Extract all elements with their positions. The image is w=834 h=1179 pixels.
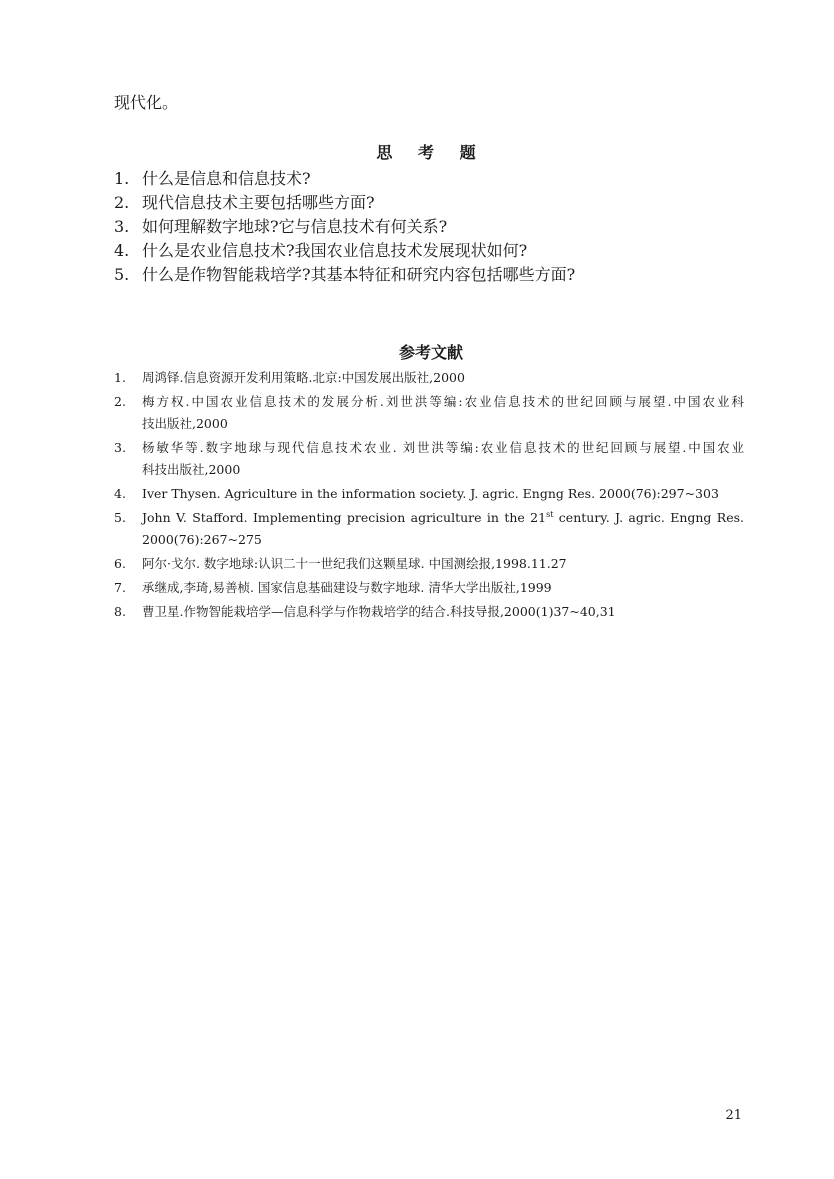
reference-item — [114, 437, 744, 481]
reference-text — [142, 507, 744, 551]
reference-text: 阿尔·戈尔. 数字地球:认识二十一世纪我们这颗星球. 中国测绘报,1998.11.27 — [142, 556, 567, 571]
references-list — [114, 367, 744, 625]
reference-text — [142, 391, 744, 435]
reference-line: 技出版社,2000 — [142, 416, 228, 431]
reference-line: 杨敏华等.数字地球与现代信息技术农业. 刘世洪等编:农业信息技术的世纪回顾与展望.中国农业 — [142, 440, 744, 455]
question-item — [114, 215, 575, 239]
question-text: 现代信息技术主要包括哪些方面? — [142, 193, 375, 212]
reference-item — [114, 507, 744, 551]
question-text: 什么是信息和信息技术? — [142, 169, 311, 188]
question-number: 3. — [114, 217, 130, 236]
reference-text — [142, 437, 744, 481]
question-item — [114, 263, 575, 287]
reference-line: 科技出版社,2000 — [142, 462, 241, 477]
question-number: 2. — [114, 193, 130, 212]
question-text: 如何理解数字地球?它与信息技术有何关系? — [142, 217, 448, 236]
ordinal-suffix: st — [546, 509, 554, 519]
reference-number: 4. — [114, 486, 126, 501]
reference-number: 7. — [114, 580, 126, 595]
reference-item — [114, 577, 744, 599]
reference-number: 3. — [114, 440, 126, 455]
reference-number: 6. — [114, 556, 126, 571]
questions-list — [114, 167, 575, 287]
reference-item — [114, 601, 744, 623]
reference-line: 2000(76):267~275 — [142, 532, 262, 547]
question-text: 什么是作物智能栽培学?其基本特征和研究内容包括哪些方面? — [142, 265, 576, 284]
question-item — [114, 167, 575, 191]
reference-number: 2. — [114, 394, 126, 409]
reference-item — [114, 391, 744, 435]
questions-heading: 思 考 题 — [376, 143, 486, 162]
reference-item — [114, 553, 744, 575]
reference-item — [114, 483, 744, 505]
question-number: 4. — [114, 241, 130, 260]
reference-text: 曹卫星.作物智能栽培学—信息科学与作物栽培学的结合.科技导报,2000(1)37~40,31 — [142, 604, 616, 619]
question-number: 1. — [114, 169, 130, 188]
question-item — [114, 239, 575, 263]
reference-text: 周鸿铎.信息资源开发利用策略.北京:中国发展出版社,2000 — [142, 370, 465, 385]
question-item — [114, 191, 575, 215]
lead-text: 现代化。 — [114, 93, 179, 112]
reference-text: 承继成,李琦,易善桢. 国家信息基础建设与数字地球. 清华大学出版社,1999 — [142, 580, 552, 595]
reference-number: 1. — [114, 370, 126, 385]
question-number: 5. — [114, 265, 130, 284]
page-number: 21 — [725, 1108, 742, 1123]
reference-item — [114, 367, 744, 389]
reference-line: 梅方权.中国农业信息技术的发展分析.刘世洪等编:农业信息技术的世纪回顾与展望.中国农业科 — [142, 394, 744, 409]
reference-line-start: John V. Stafford. Implementing precision agriculture in the 21 — [142, 510, 547, 525]
question-text: 什么是农业信息技术?我国农业信息技术发展现状如何? — [142, 241, 528, 260]
reference-line — [142, 507, 744, 529]
reference-text: Iver Thysen. Agriculture in the information society. J. agric. Engng Res. 2000(76):297~303 — [142, 486, 719, 501]
reference-line-end: century. J. agric. Engng Res. — [553, 510, 744, 525]
references-heading: 参考文献 — [398, 343, 463, 362]
reference-number: 5. — [114, 510, 126, 525]
reference-number: 8. — [114, 604, 126, 619]
